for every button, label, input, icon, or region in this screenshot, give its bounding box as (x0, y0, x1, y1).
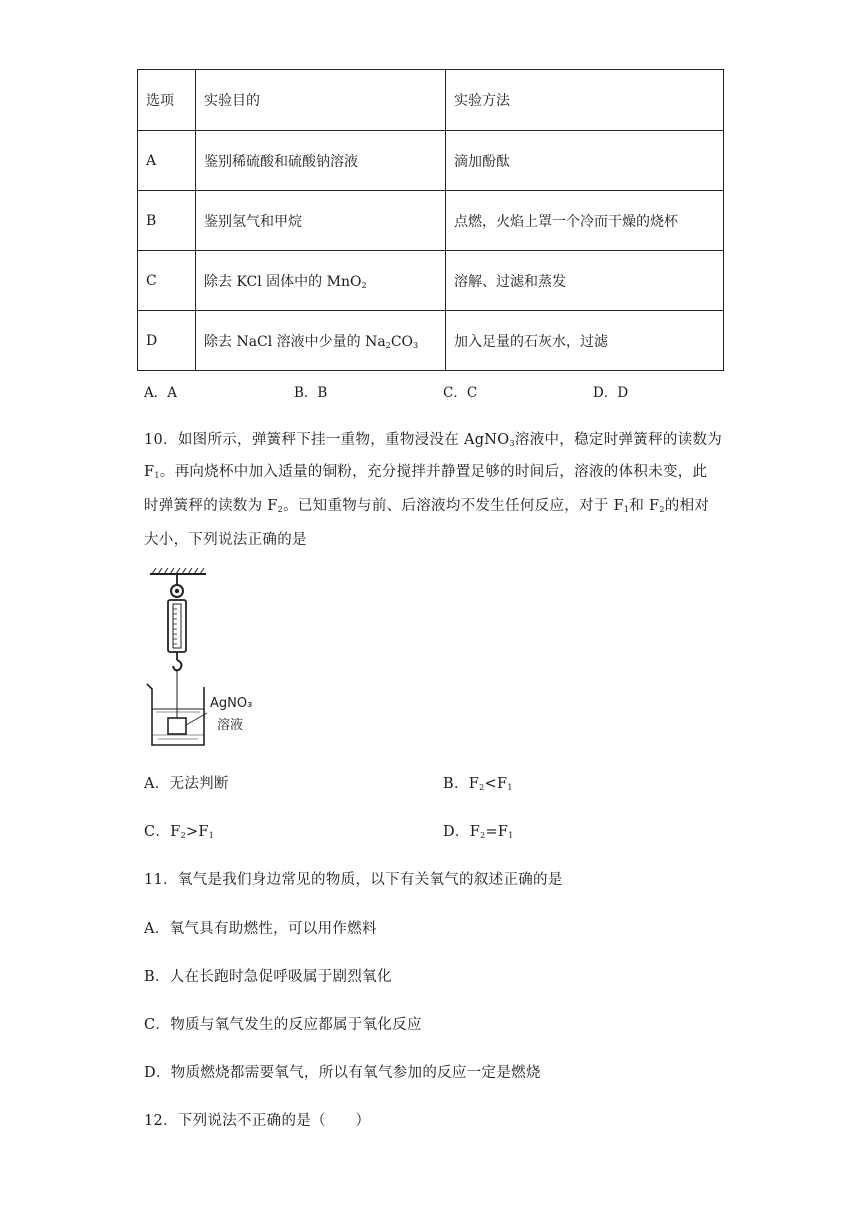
q11-option-d: D．物质燃烧都需要氧气，所以有氧气参加的反应一定是燃烧 (144, 1065, 541, 1081)
q10-option-a: A．无法判断 (144, 776, 229, 792)
table-row (138, 251, 724, 311)
table-header-row (138, 70, 724, 131)
q11-option-a: A．氧气具有助燃性，可以用作燃料 (144, 921, 377, 937)
q10-stem-line3: 时弹簧秤的读数为 $F_2$。已知重物与前、后溶液均不发生任何反应，对于 $F_1$和 $F_2$的相对 (144, 498, 710, 514)
row-method: 点燃，火焰上罩一个冷而干燥的烧杯 (446, 191, 724, 251)
row-purpose: 鉴别稀硫酸和硫酸钠溶液 (196, 131, 446, 191)
q9-option-d: D．D (593, 385, 629, 401)
q11-option-c: C．物质与氧气发生的反应都属于氧化反应 (144, 1017, 422, 1033)
q10-stem-line2: $F_1$。再向烧杯中加入适量的铜粉，充分搅拌并静置足够的时间后，溶液的体积未变，此 (144, 464, 708, 480)
row-purpose: 鉴别氢气和甲烷 (196, 191, 446, 251)
row-purpose: 除去 NaCl 溶液中少量的 $Na_2CO_3$ (196, 311, 446, 371)
spring-scale-figure (144, 565, 259, 750)
row-method: 滴加酚酞 (446, 131, 724, 191)
q11-option-b: B．人在长跑时急促呼吸属于剧烈氧化 (144, 969, 392, 985)
table-row (138, 311, 724, 371)
q10-stem-line1: 10．如图所示，弹簧秤下挂一重物，重物浸没在 AgNO$_3$溶液中，稳定时弹簧秤的读数为 (144, 432, 723, 448)
row-option: A (138, 131, 196, 191)
row-method: 加入足量的石灰水，过滤 (446, 311, 724, 371)
row-option: C (138, 251, 196, 311)
q12-stem: 12．下列说法不正确的是（ ） (144, 1113, 371, 1129)
q9-option-c: C．C (443, 385, 478, 401)
row-purpose: 除去 KCl 固体中的 MnO$_2$ (196, 251, 446, 311)
row-option: B (138, 191, 196, 251)
q10-option-d: D．$F_2=F_1$ (443, 824, 514, 840)
figure-label-agno3: AgNO₃ (210, 696, 253, 711)
q11-stem: 11．氧气是我们身边常见的物质，以下有关氧气的叙述正确的是 (144, 872, 563, 888)
row-method: 溶解、过滤和蒸发 (446, 251, 724, 311)
table-row (138, 191, 724, 251)
q9-table (137, 69, 724, 371)
table-row (138, 131, 724, 191)
header-purpose: 实验目的 (196, 70, 446, 131)
row-option: D (138, 311, 196, 371)
q9-option-b: B．B (294, 385, 328, 401)
header-option: 选项 (138, 70, 196, 131)
q10-option-c: C．$F_2>F_1$ (144, 824, 215, 840)
header-method: 实验方法 (446, 70, 724, 131)
q9-option-a: A．A (144, 385, 177, 401)
q10-option-b: B．$F_2<F_1$ (443, 776, 513, 792)
q10-stem-line4: 大小，下列说法正确的是 (144, 532, 307, 548)
figure-label-solution: 溶液 (217, 718, 244, 733)
